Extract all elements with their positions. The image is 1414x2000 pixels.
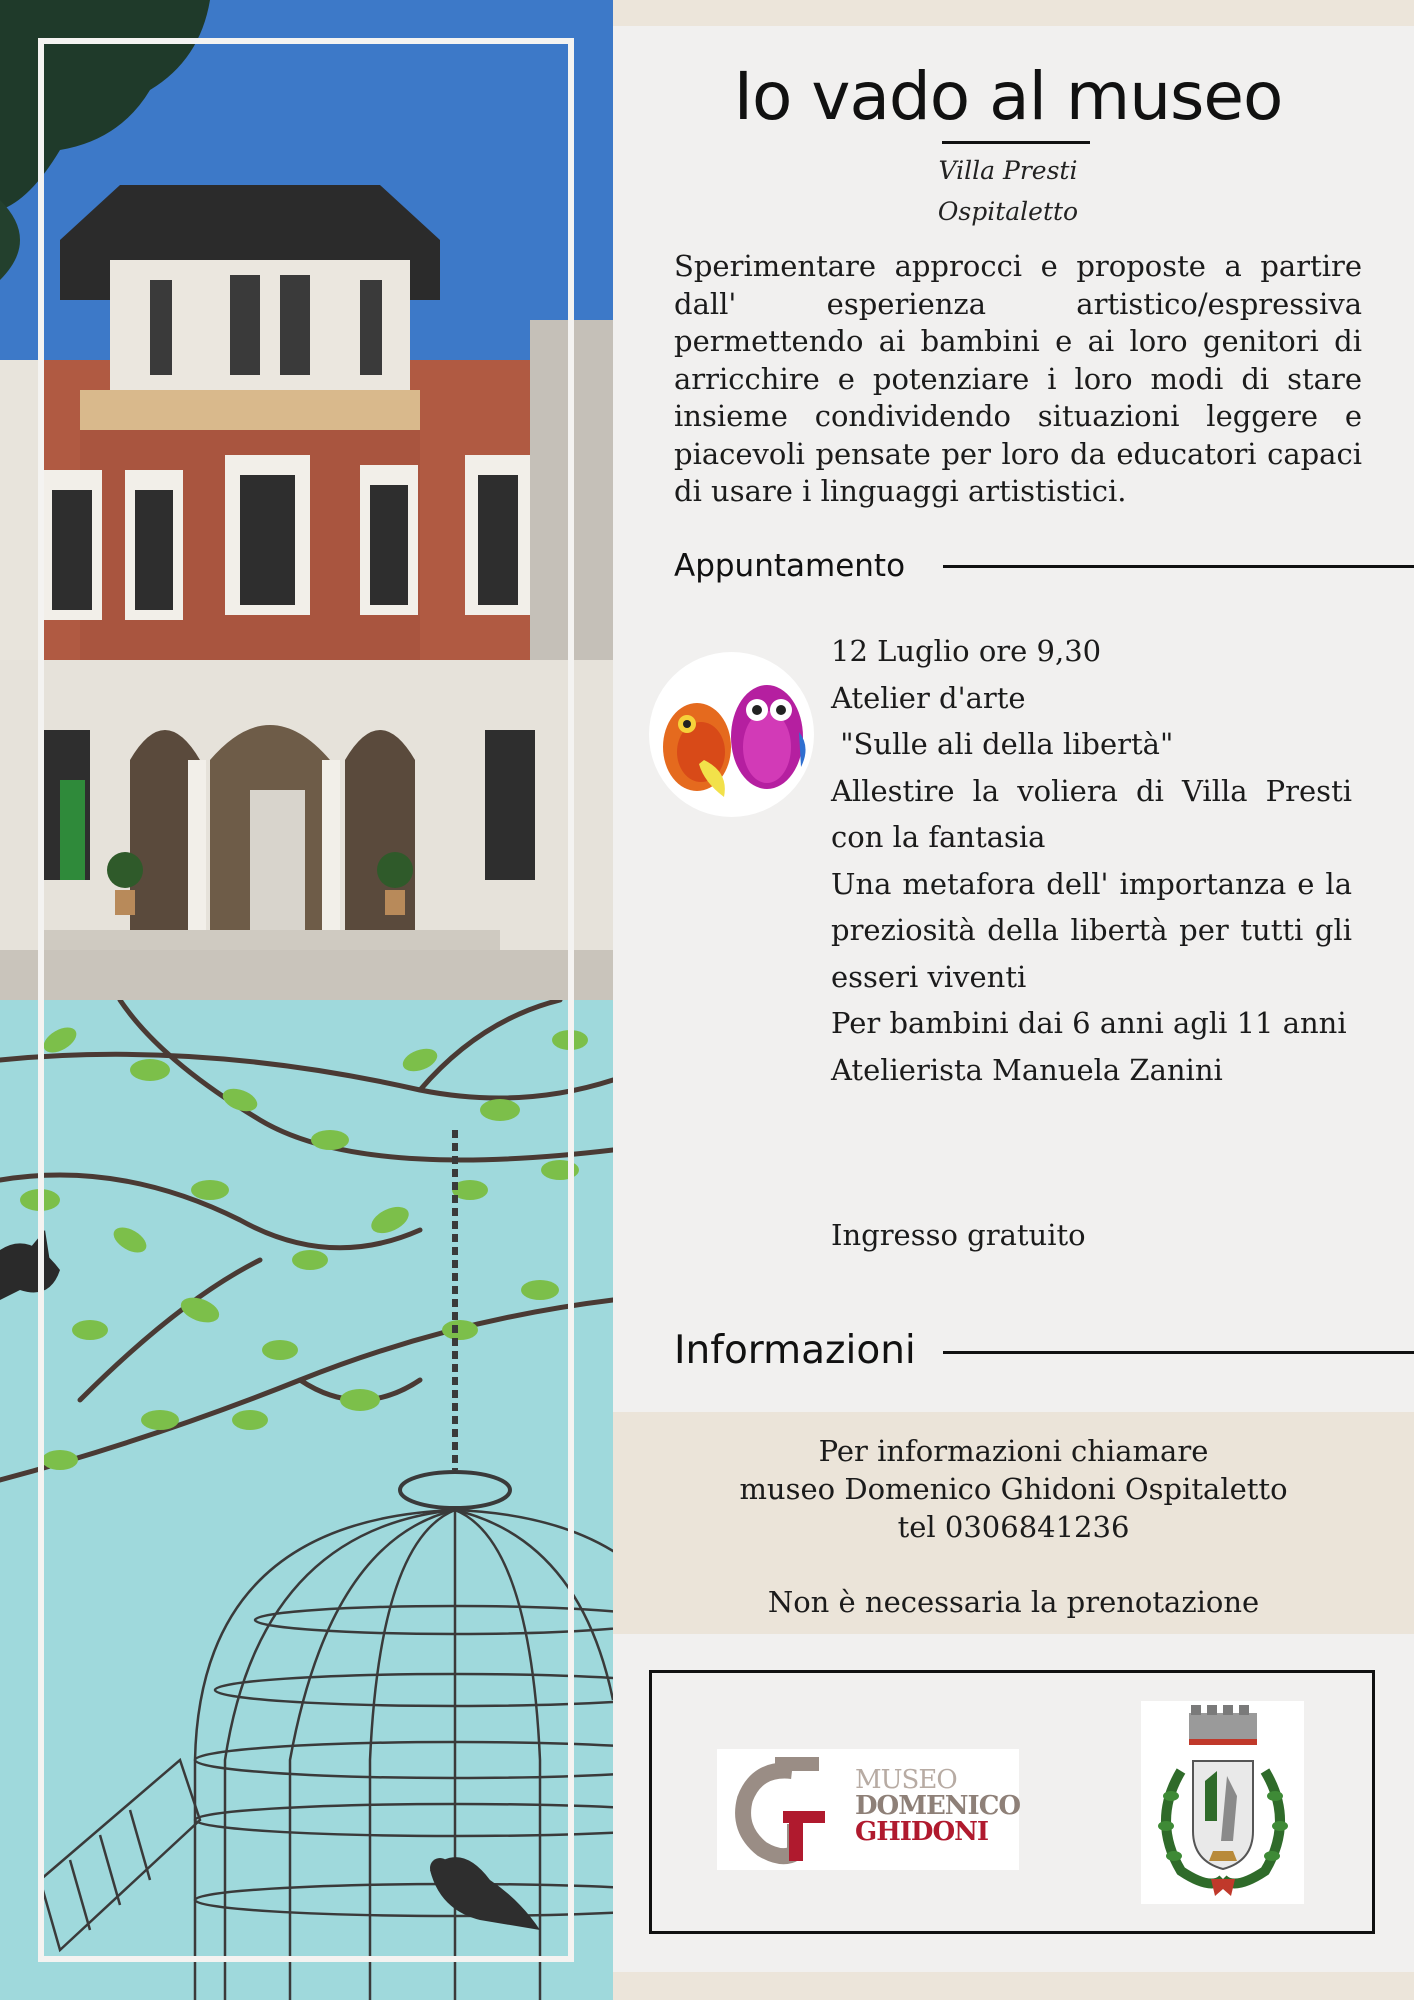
appointment-details [831, 628, 1352, 1093]
info-booking: Non è necessaria la prenotazione [767, 1585, 1260, 1619]
info-heading: Informazioni [674, 1328, 916, 1373]
venue-name: Villa Presti [938, 156, 1078, 185]
logos-box [649, 1670, 1375, 1934]
owls-drawing [649, 652, 814, 817]
appointment-line: esseri viventi [831, 959, 1027, 994]
white-frame-overlay [38, 38, 574, 1962]
ospitaletto-crest-logo [1141, 1701, 1304, 1904]
info-phone: tel 0306841236 [897, 1510, 1130, 1544]
bottom-band [613, 1972, 1414, 2000]
free-entry: Ingresso gratuito [831, 1218, 1086, 1252]
appointment-line: con la fantasia [831, 820, 1046, 854]
left-image-column [0, 0, 613, 2000]
museo-logo-line1: MUSEO [855, 1765, 957, 1795]
museo-ghidoni-logo [717, 1749, 1019, 1870]
page-title: Io vado al museo [733, 58, 1283, 135]
appointment-line: Allestire la voliera di Villa Presti [831, 773, 1352, 808]
appointment-date: 12 Luglio ore 9,30 [831, 634, 1102, 668]
info-museum: museo Domenico Ghidoni Ospitaletto [739, 1472, 1288, 1506]
appointment-heading: Appuntamento [674, 548, 906, 584]
top-band [613, 0, 1414, 26]
info-band [613, 1412, 1414, 1634]
appointment-age: Per bambini dai 6 anni agli 11 anni [831, 1006, 1347, 1040]
museo-logo-text [855, 1767, 1020, 1845]
appointment-line: preziosità della libertà per tutti gli [831, 913, 1352, 947]
appointment-type: Atelier d'arte [831, 680, 1026, 715]
appointment-atelierist: Atelierista Manuela Zanini [831, 1052, 1223, 1087]
info-heading-rule [943, 1351, 1414, 1354]
info-call: Per informazioni chiamare [818, 1434, 1209, 1468]
intro-paragraph: Sperimentare approcci e proposte a partire dall' esperienza artistico/espressiva permettendo ai bambini e ai loro genitori di arricchire e potenziare i loro modi di stare insieme condividendo situazioni leggere e piacevoli pensate per loro da educatori capaci di usare i linguaggi artististici. [674, 249, 1362, 508]
museo-logo-line2: DOMENICO [855, 1791, 1021, 1821]
museo-logo-line3: GHIDONI [855, 1817, 989, 1847]
title-underline [942, 141, 1090, 144]
venue-town: Ospitaletto [937, 197, 1079, 226]
content-column [613, 0, 1414, 2000]
appointment-heading-rule [943, 565, 1414, 568]
appointment-line: Una metafora dell' importanza e la [831, 866, 1352, 901]
appointment-name: "Sulle ali della libertà" [831, 727, 1174, 761]
